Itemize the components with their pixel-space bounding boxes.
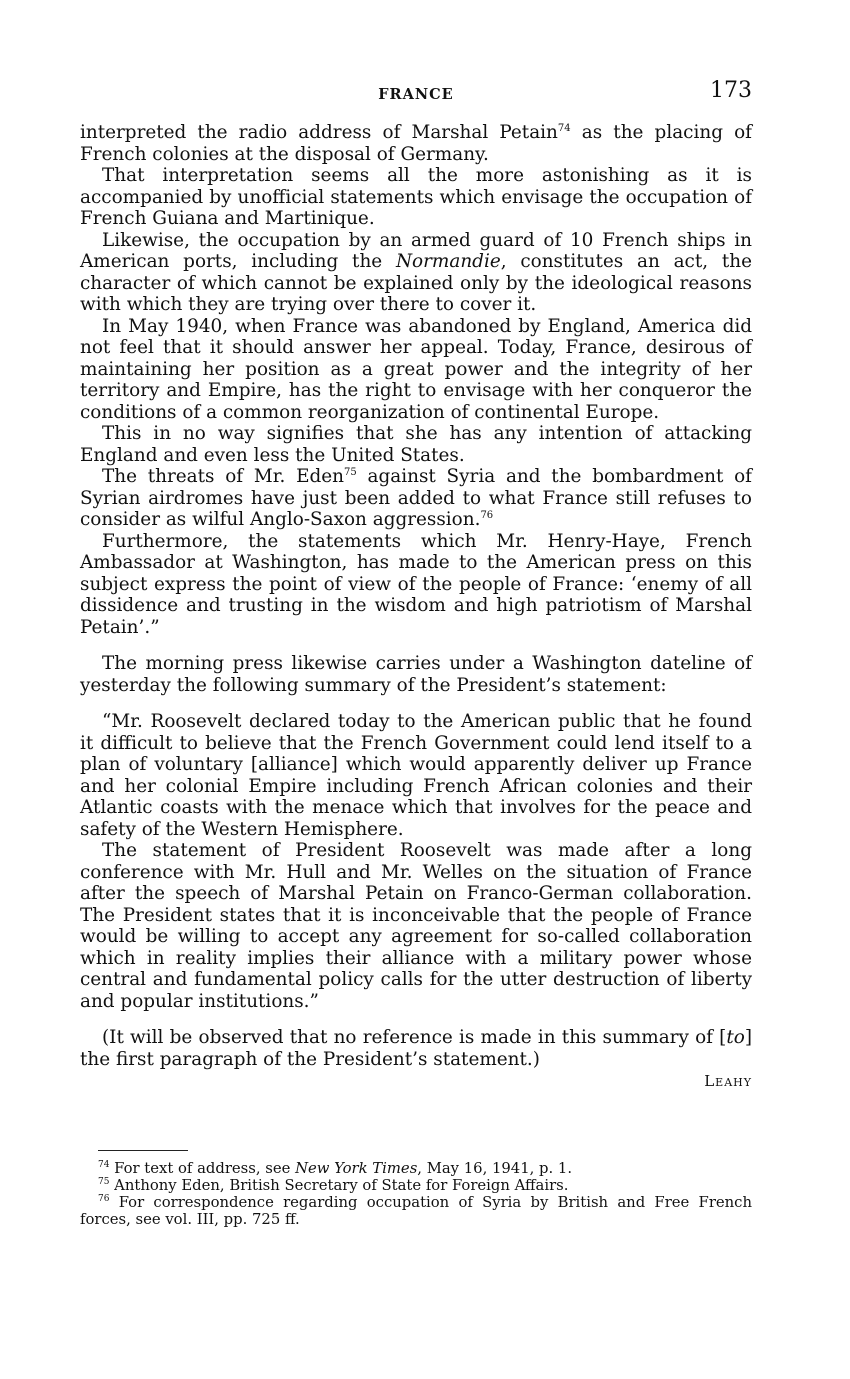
text-run: For correspondence regarding occupation of Syria by British and Free French forces, see vol. III, pp. 725 ff. [80,1194,752,1228]
text-run: , constitutes an act, the character of which cannot be explained only by the ideological reasons with which they are trying over there to cover it. [80,251,752,315]
page-header [80,78,752,108]
text-run: as the placing of French colonies at the disposal of Germany. [80,122,752,165]
footnote-ref-75: 75 [344,467,357,478]
footnote-rule [98,1150,188,1151]
page-number: 173 [710,78,752,103]
running-head: FRANCE [378,86,454,103]
footnote-mark: 76 [98,1194,110,1204]
paragraph-10: The statement of President Roosevelt was made after a long conference with Mr. Hull and Mr. Welles on the situation of France after the speech of Marshal Petain on Franco-German collaboration. The President states that it is inconceivable that the people of France would be willing to accept any agreement for so-called collaboration which in reality implies their alliance with a military power whose central and fundamental policy calls for the utter destruction of liberty and popular institutions.” [80,840,752,1012]
paragraph-7: Furthermore, the statements which Mr. Henry-Haye, French Ambassador at Washington, has made to the American press on this subject express the point of view of the people of France: ‘enemy of all dissidence and trusting in the wisdom and high patriotism of Marshal Petain’.” [80,530,752,638]
body-text [80,122,752,1093]
footnote-mark: 75 [98,1177,110,1187]
text-run: interpreted the radio address of Marshal Petain [80,122,558,143]
text-run: The threats of Mr. Eden [102,466,345,487]
footnote-74 [80,1160,752,1177]
text-run: , May 16, 1941, p. 1. [417,1160,573,1177]
text-run: ] the first paragraph of the President’s statement.) [80,1027,752,1070]
footnote-76 [80,1194,752,1228]
text-run: For text of address, see [109,1160,296,1177]
paragraph-9: “Mr. Roosevelt declared today to the American public that he found it difficult to believe that the French Government could lend itself to a plan of voluntary [alliance] which would apparently deliver up France and her colonial Empire including French African colonies and their Atlantic coasts with the menace which that involves for the peace and safety of the Western Hemisphere. [80,711,752,840]
ship-name: Normandie [395,251,501,272]
paragraph-1 [80,122,752,165]
signature: Leahy [704,1072,752,1090]
publication-title: New York Times [295,1160,418,1177]
paragraph-3 [80,230,752,316]
text-run: against Syria and the bombardment of Syrian airdromes have just been added to what France still refuses to consider as wilful Anglo-Saxon aggression. [80,466,752,530]
editorial-insert: to [726,1027,745,1048]
paragraph-5: This in no way signifies that she has any intention of attacking England and even less the United States. [80,423,752,466]
paragraph-4: In May 1940, when France was abandoned by England, America did not feel that it should answer her appeal. Today, France, desirous of maintaining her position as a great power and the integrity of her territory and Empire, has the right to envisage with her conqueror the conditions of a common reorganization of continental Europe. [80,315,752,423]
footnote-mark: 74 [98,1160,110,1170]
text-run: (It will be observed that no reference is made in this summary of [ [102,1027,727,1048]
footnote-ref-76: 76 [480,510,494,521]
text-run: Anthony Eden, British Secretary of State for Foreign Affairs. [109,1177,569,1194]
footnote-75 [80,1177,752,1194]
footnotes [80,1160,752,1228]
paragraph-2: That interpretation seems all the more astonishing as it is accompanied by unofficial statements which envisage the occupation of French Guiana and Martinique. [80,165,752,229]
text-run: Likewise, the occupation by an armed guard of 10 French ships in American ports, including the [80,229,752,272]
paragraph-8: The morning press likewise carries under a Washington dateline of yesterday the following summary of the President’s statement: [80,653,752,696]
paragraph-6 [80,466,752,531]
footnote-ref-74: 74 [557,123,571,134]
paragraph-11 [80,1027,752,1070]
